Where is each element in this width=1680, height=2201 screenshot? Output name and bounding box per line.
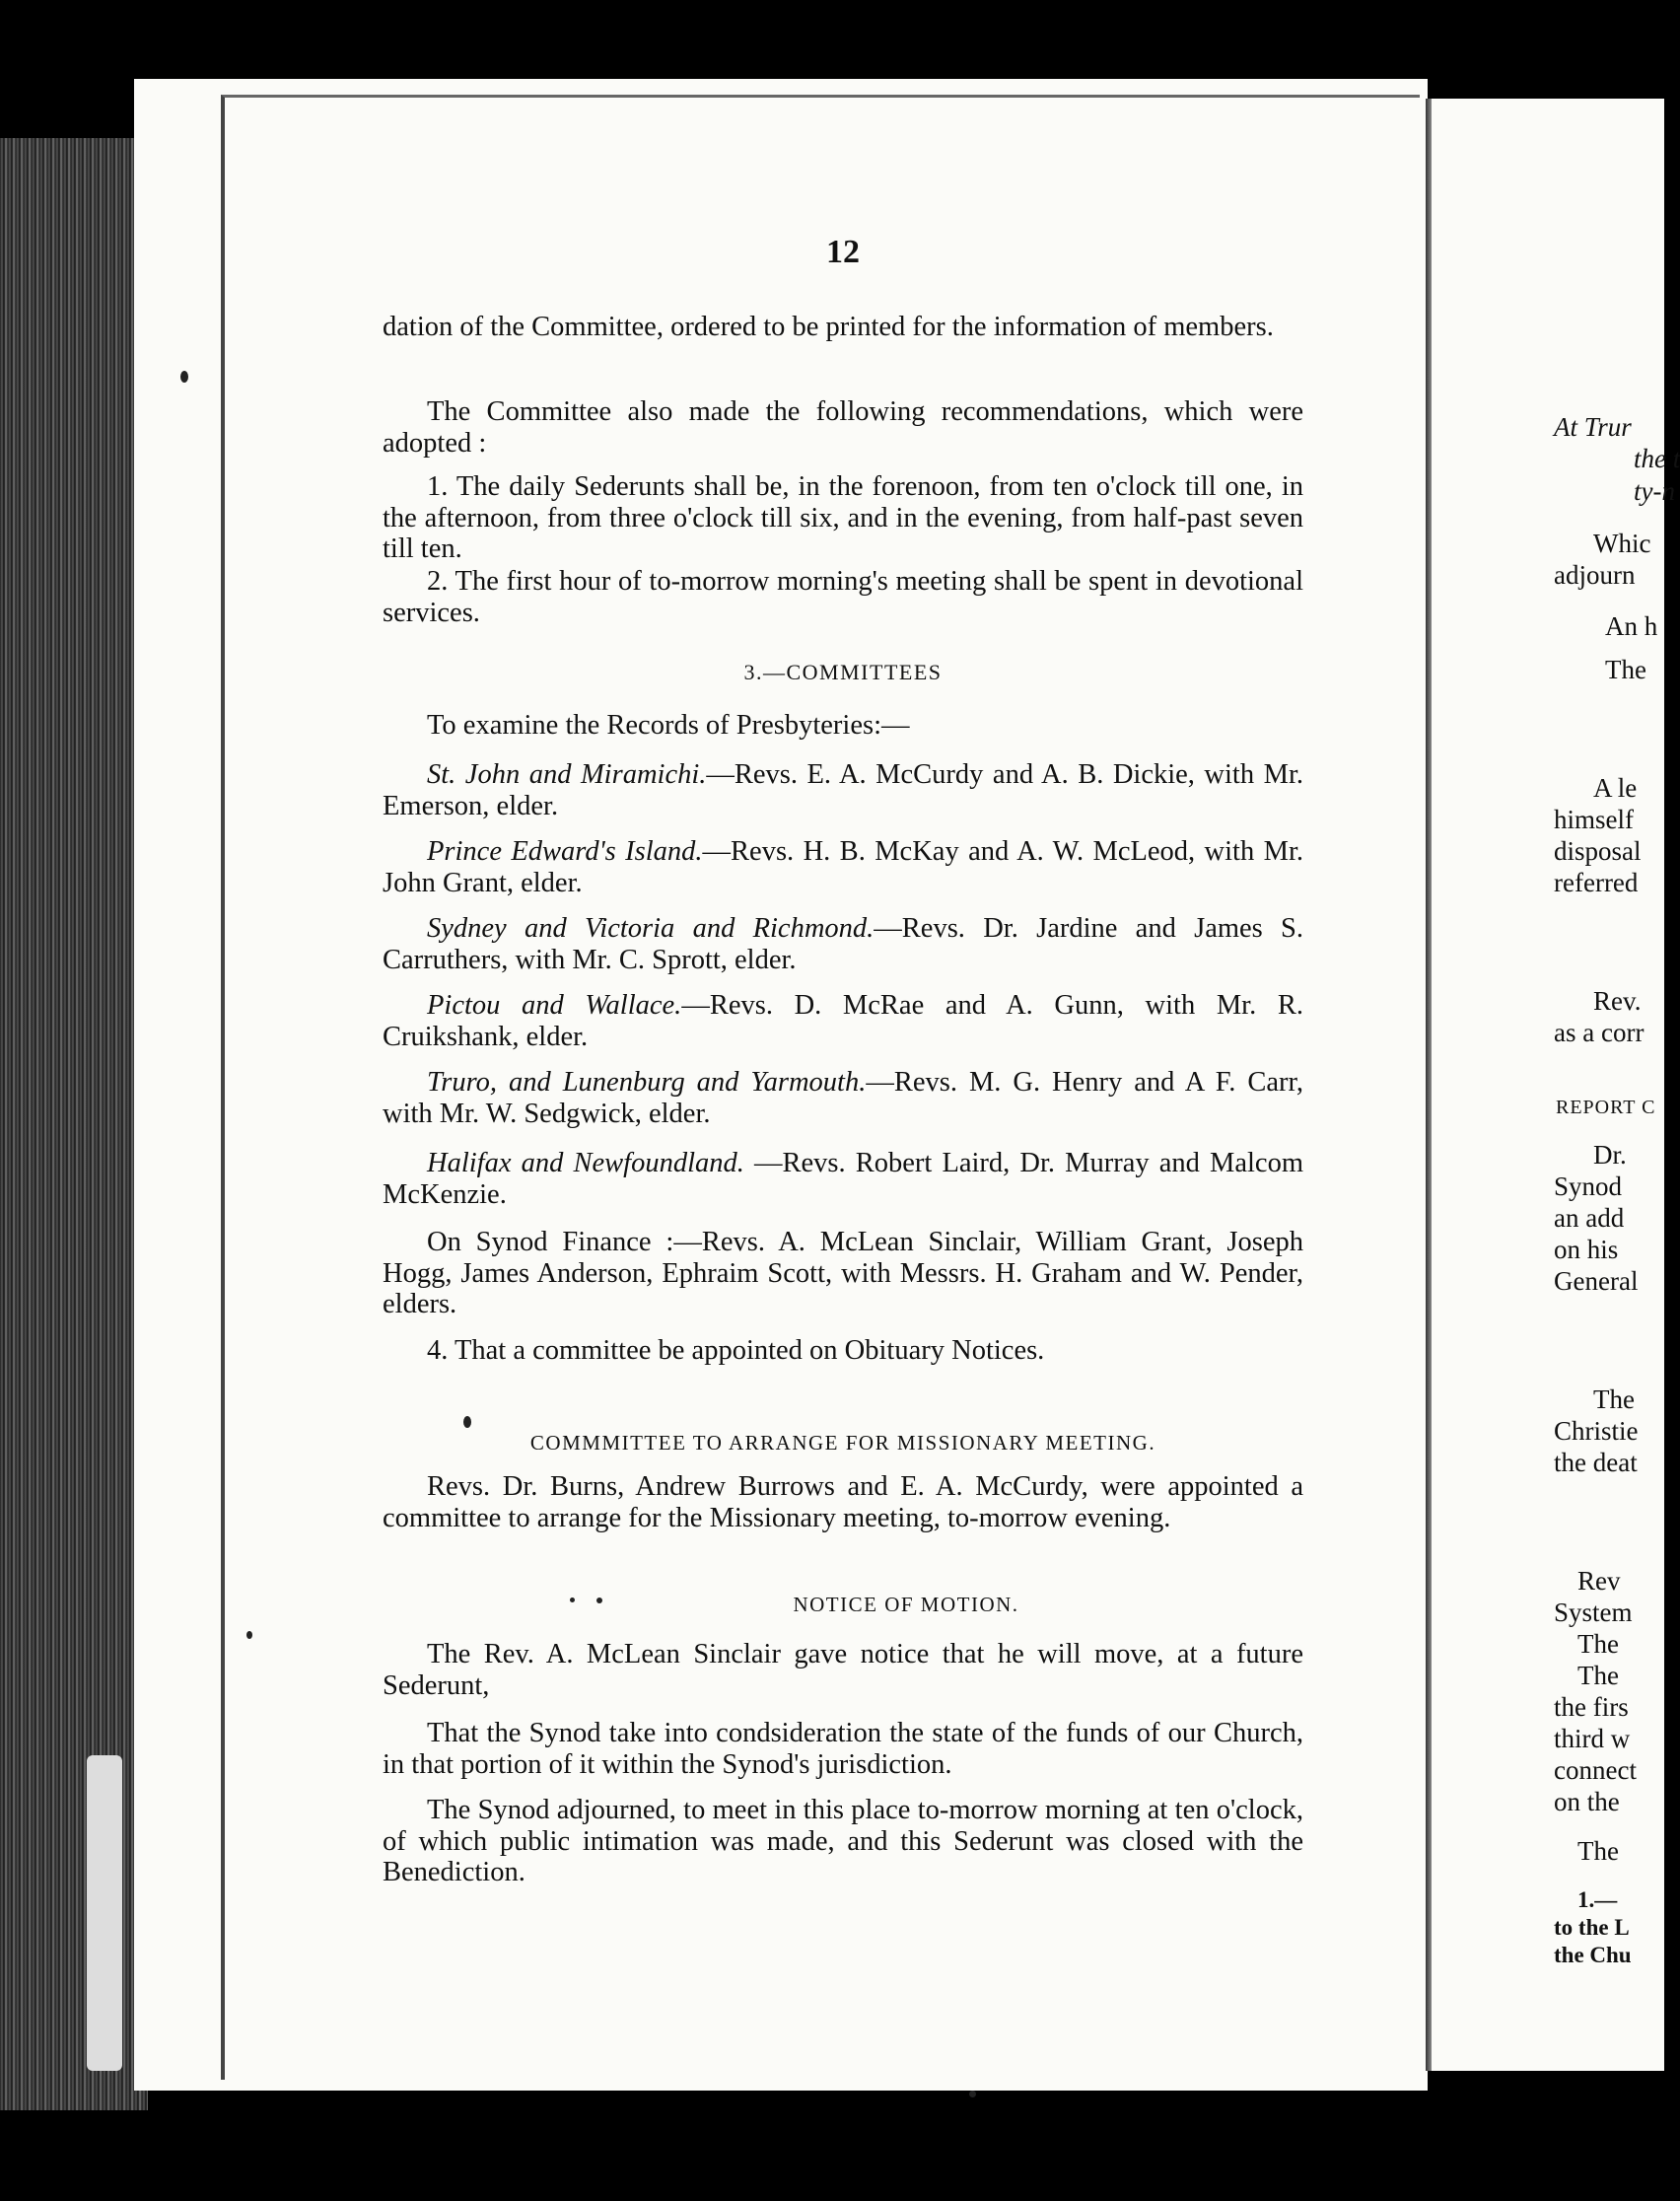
recommendations-intro: The Committee also made the following recommendations, which were adopted : [383,396,1303,459]
missionary-paragraph: Revs. Dr. Burns, Andrew Burrows and E. A. McCurdy, were appointed a committee to arrange for the Missionary meeting, to-morrow evening. [383,1471,1303,1533]
presbytery-name: Sydney and Victoria and Richmond. [427,913,875,944]
presbytery-members: —Revs. M. G. Henry and A F. Carr, with Mr. W. Sedgwick, elder. [383,1067,1303,1129]
next-page-line: Whic [1593,529,1651,558]
presbytery-entry [383,913,1303,975]
presbytery-entry [383,759,1303,821]
adjourn-paragraph: The Synod adjourned, to meet in this place to-morrow morning at ten o'clock, of which public intimation was made, and this Sederunt was closed with the Benediction. [383,1795,1303,1887]
next-page-line: himself [1554,805,1634,834]
next-page-line: the deat [1554,1448,1638,1477]
next-page-line: as a corr [1554,1018,1645,1047]
presbytery-entry [383,990,1303,1052]
next-page-line: on his [1554,1235,1619,1264]
next-page-line: the t [1634,444,1680,473]
next-page-line: Rev. [1593,986,1642,1016]
scan-speck [246,1631,252,1639]
next-page-line: Dr. [1593,1140,1627,1170]
next-page-line: At Trur [1554,412,1632,442]
intro-paragraph: dation of the Committee, ordered to be printed for the information of members. [383,312,1274,342]
next-page-line: 1.— [1577,1887,1618,1912]
next-page-line: Christie [1554,1416,1639,1446]
presbytery-name: St. John and Miramichi. [427,759,707,790]
recommendation-1: 1. The daily Sederunts shall be, in the forenoon, from ten o'clock till one, in the afternoon, from three o'clock till six, and in the evening, from half-past seven till ten. [383,471,1303,564]
next-page-line: third w [1554,1724,1631,1753]
next-page-line: the Chu [1554,1943,1632,1967]
presbytery-entry [383,1148,1303,1210]
synod-finance-paragraph: On Synod Finance :—Revs. A. McLean Sinclair, William Grant, Joseph Hogg, James Anderson, Ephraim Scott, with Messrs. H. Graham and W. Pender, elders. [383,1227,1303,1319]
presbytery-name: Halifax and Newfoundland. [427,1148,744,1178]
next-page [1432,99,1680,2071]
page-number: 12 [826,234,860,270]
next-page-line: An h [1605,611,1658,641]
presbytery-name: Prince Edward's Island. [427,836,703,867]
next-page-line: the firs [1554,1692,1629,1722]
book-page-edges [0,138,148,2110]
next-page-line: System [1554,1598,1633,1627]
presbytery-members: —Revs. Dr. Jardine and James S. Carruthers, with Mr. C. Sprott, elder. [383,913,1304,975]
obituary-paragraph: 4. That a committee be appointed on Obituary Notices. [427,1335,1045,1366]
records-intro: To examine the Records of Presbyteries:— [427,710,910,741]
next-page-line: The [1577,1836,1619,1866]
next-page-line: adjourn [1554,560,1636,590]
presbytery-entry [383,1067,1303,1129]
presbytery-name: Truro, and Lunenburg and Yarmouth. [427,1067,867,1098]
recommendation-2: 2. The first hour of to-morrow morning's meeting shall be spent in devotional services. [383,566,1303,628]
next-page-line: connect [1554,1755,1637,1785]
next-page-line: referred [1554,868,1639,897]
next-page-line: The [1577,1661,1619,1690]
next-page-line: disposal [1554,836,1642,866]
next-page-line: The [1593,1384,1635,1414]
notice-heading: NOTICE OF MOTION. [793,1593,1019,1616]
next-page-line: Rev [1577,1566,1621,1596]
next-page-line: The [1577,1629,1619,1659]
next-page-line: The [1605,655,1646,684]
next-page-line: on the [1554,1787,1620,1816]
committees-heading: 3.—COMMITTEES [743,660,943,684]
binding-tab [87,1755,122,2071]
presbytery-name: Pictou and Wallace. [427,990,682,1021]
scan-speck [180,371,188,383]
next-page-line: General [1554,1266,1639,1296]
next-page-line: ty-n [1634,476,1675,506]
motion-paragraph: That the Synod take into condsideration the state of the funds of our Church, in that portion of it within the Synod's jurisdiction. [383,1718,1303,1780]
presbytery-members: —Revs. D. McRae and A. Gunn, with Mr. R. Cruikshank, elder. [383,990,1303,1052]
presbytery-members: —Revs. E. A. McCurdy and A. B. Dickie, with Mr. Emerson, elder. [383,759,1303,821]
next-page-line: Synod [1554,1172,1623,1201]
next-page-line: to the L [1554,1915,1630,1940]
scan-speck [969,2091,976,2097]
presbytery-entry [383,836,1303,898]
scan-speck [570,1598,575,1602]
presbytery-members: —Revs. Robert Laird, Dr. Murray and Malcom McKenzie. [383,1148,1303,1210]
notice-paragraph: The Rev. A. McLean Sinclair gave notice that he will move, at a future Sederunt, [383,1639,1303,1701]
scan-speck [596,1598,602,1603]
scan-speck [463,1416,471,1428]
next-page-line: REPORT C [1556,1097,1656,1118]
presbytery-members: —Revs. H. B. McKay and A. W. McLeod, with Mr. John Grant, elder. [383,836,1304,898]
next-page-line: an add [1554,1203,1625,1233]
next-page-line: A le [1593,773,1638,803]
missionary-heading: COMMMITTEE TO ARRANGE FOR MISSIONARY MEETING. [529,1431,1156,1455]
